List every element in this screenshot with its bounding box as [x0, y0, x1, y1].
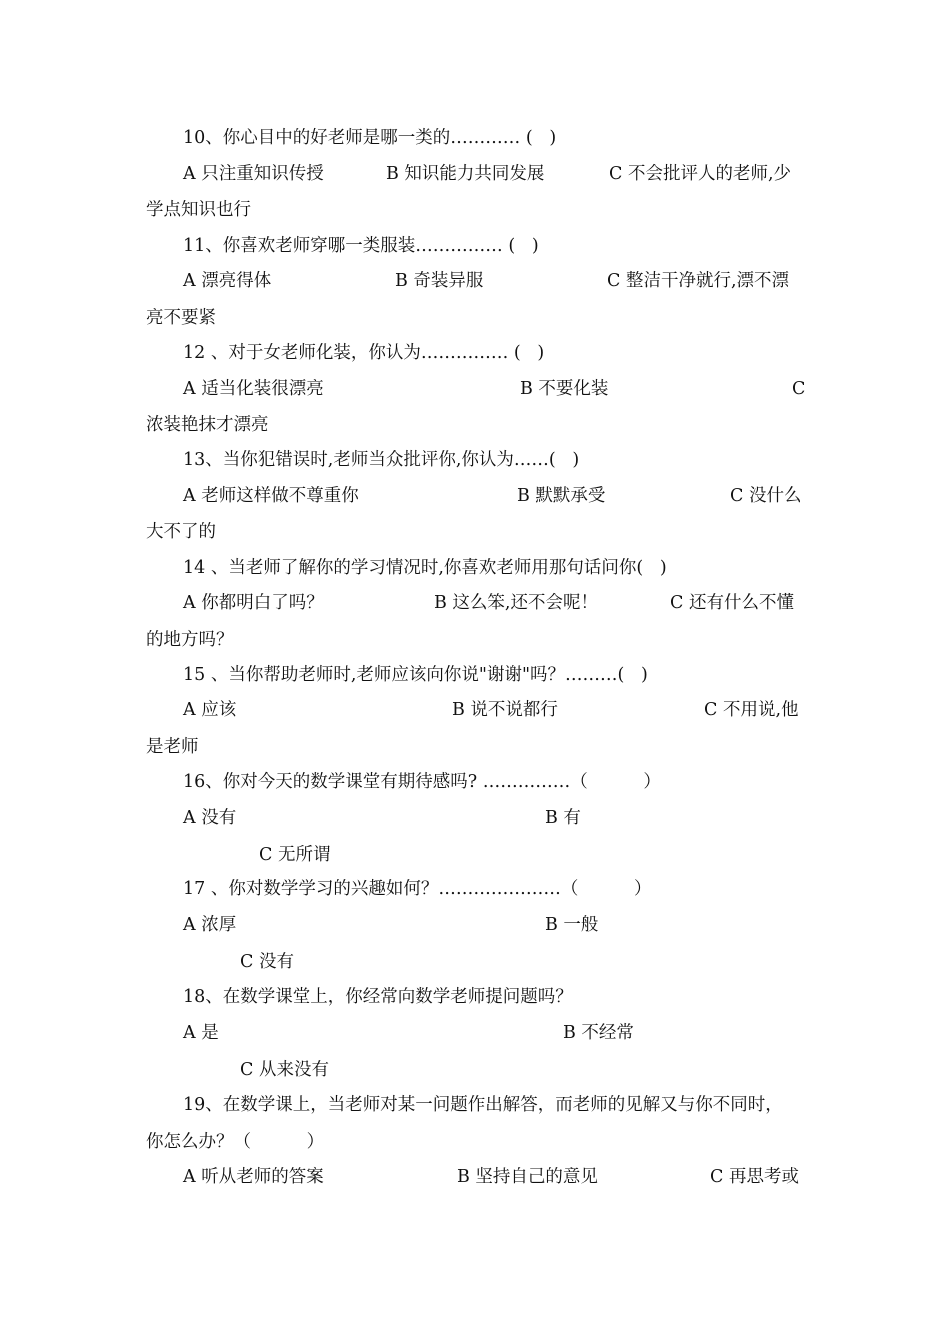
question-18: 18、在数学课堂上，你经常向数学老师提问题吗？ [183, 987, 573, 1007]
q14-option-c: C 还有什么不懂 [670, 593, 794, 613]
question-15: 15 、当你帮助老师时,老师应该向你说"谢谢"吗？………( ) [183, 665, 648, 685]
q15-option-b: B 说不说都行 [452, 700, 558, 720]
question-13: 13、当你犯错误时,老师当众批评你,你认为……( ) [183, 450, 580, 470]
q12-continuation: 浓装艳抹才漂亮 [146, 415, 269, 435]
q11-option-b: B 奇装异服 [395, 271, 484, 291]
q19-option-b: B 坚持自己的意见 [457, 1167, 598, 1187]
q15-option-a: A 应该 [183, 700, 237, 720]
q10-continuation: 学点知识也行 [146, 200, 251, 220]
q16-option-a: A 没有 [183, 808, 237, 828]
q14-option-b: B 这么笨,还不会呢！ [434, 593, 598, 613]
q18-option-b: B 不经常 [563, 1023, 634, 1043]
q17-option-c: C 没有 [240, 952, 294, 972]
q11-option-a: A 漂亮得体 [183, 271, 272, 291]
question-11: 11、你喜欢老师穿哪一类服装…………… ( ) [183, 236, 539, 256]
q12-option-c: C [792, 379, 806, 399]
q15-continuation: 是老师 [146, 737, 199, 757]
question-14: 14 、当老师了解你的学习情况时,你喜欢老师用那句话问你( ) [183, 558, 667, 578]
q10-option-b: B 知识能力共同发展 [386, 164, 545, 184]
q14-continuation: 的地方吗？ [146, 630, 234, 650]
q14-option-a: A 你都明白了吗？ [183, 593, 324, 613]
question-19: 19、在数学课上，当老师对某一问题作出解答，而老师的见解又与你不同时， [183, 1095, 783, 1115]
q10-option-c: C 不会批评人的老师,少 [609, 164, 792, 184]
q11-continuation: 亮不要紧 [146, 308, 216, 328]
question-10: 10、你心目中的好老师是哪一类的………… ( ) [183, 128, 557, 148]
q19-option-a: A 听从老师的答案 [183, 1167, 324, 1187]
q16-option-c: C 无所谓 [259, 845, 331, 865]
q16-option-b: B 有 [545, 808, 581, 828]
question-17: 17 、你对数学学习的兴趣如何？…………………（ ） [183, 879, 652, 899]
q17-option-a: A 浓厚 [183, 915, 237, 935]
q13-option-c: C 没什么 [730, 486, 802, 506]
q17-option-b: B 一般 [545, 915, 599, 935]
q15-option-c: C 不用说,他 [704, 700, 799, 720]
q18-option-c: C 从来没有 [240, 1060, 329, 1080]
q13-option-b: B 默默承受 [517, 486, 606, 506]
q11-option-c: C 整洁干净就行,漂不漂 [607, 271, 790, 291]
q12-option-a: A 适当化装很漂亮 [183, 379, 324, 399]
q18-option-a: A 是 [183, 1023, 219, 1043]
q19-continuation: 你怎么办？（ ） [146, 1132, 325, 1152]
question-12: 12 、对于女老师化装，你认为…………… ( ) [183, 343, 545, 363]
q10-option-a: A 只注重知识传授 [183, 164, 324, 184]
q13-continuation: 大不了的 [146, 522, 216, 542]
q12-option-b: B 不要化装 [520, 379, 609, 399]
q13-option-a: A 老师这样做不尊重你 [183, 486, 359, 506]
question-16: 16、你对今天的数学课堂有期待感吗? ……………（ ） [183, 772, 661, 792]
q19-option-c: C 再思考或 [710, 1167, 799, 1187]
